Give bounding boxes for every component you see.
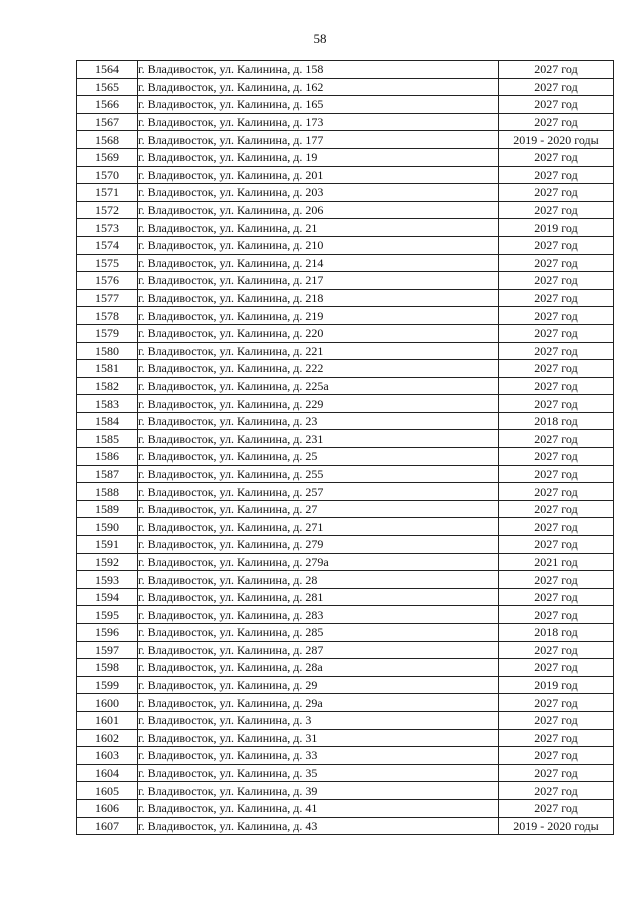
period-cell: 2027 год [499, 360, 614, 378]
row-number-cell: 1566 [77, 96, 138, 114]
period-cell: 2027 год [499, 377, 614, 395]
row-number-cell: 1575 [77, 254, 138, 272]
address-cell: г. Владивосток, ул. Калинина, д. 162 [138, 78, 499, 96]
period-cell: 2027 год [499, 799, 614, 817]
address-cell: г. Владивосток, ул. Калинина, д. 41 [138, 799, 499, 817]
period-cell: 2021 год [499, 553, 614, 571]
address-cell: г. Владивосток, ул. Калинина, д. 28а [138, 659, 499, 677]
period-cell: 2027 год [499, 342, 614, 360]
address-cell: г. Владивосток, ул. Калинина, д. 210 [138, 236, 499, 254]
address-cell: г. Владивосток, ул. Калинина, д. 255 [138, 465, 499, 483]
period-cell: 2027 год [499, 536, 614, 554]
row-number-cell: 1587 [77, 465, 138, 483]
address-cell: г. Владивосток, ул. Калинина, д. 158 [138, 61, 499, 79]
address-cell: г. Владивосток, ул. Калинина, д. 25 [138, 448, 499, 466]
period-cell: 2027 год [499, 729, 614, 747]
table-row [77, 78, 614, 96]
table-row [77, 448, 614, 466]
period-cell: 2027 год [499, 166, 614, 184]
address-cell: г. Владивосток, ул. Калинина, д. 43 [138, 817, 499, 835]
row-number-cell: 1602 [77, 729, 138, 747]
table-row [77, 201, 614, 219]
address-cell: г. Владивосток, ул. Калинина, д. 219 [138, 307, 499, 325]
row-number-cell: 1599 [77, 676, 138, 694]
period-cell: 2027 год [499, 764, 614, 782]
table-row [77, 536, 614, 554]
period-cell: 2027 год [499, 113, 614, 131]
period-cell: 2018 год [499, 412, 614, 430]
table-row [77, 166, 614, 184]
row-number-cell: 1570 [77, 166, 138, 184]
address-cell: г. Владивосток, ул. Калинина, д. 279а [138, 553, 499, 571]
address-cell: г. Владивосток, ул. Калинина, д. 217 [138, 272, 499, 290]
table-row [77, 747, 614, 765]
address-cell: г. Владивосток, ул. Калинина, д. 23 [138, 412, 499, 430]
period-cell: 2027 год [499, 500, 614, 518]
address-cell: г. Владивосток, ул. Калинина, д. 173 [138, 113, 499, 131]
period-cell: 2027 год [499, 78, 614, 96]
period-cell: 2027 год [499, 448, 614, 466]
table-row [77, 518, 614, 536]
row-number-cell: 1588 [77, 483, 138, 501]
row-number-cell: 1606 [77, 799, 138, 817]
address-cell: г. Владивосток, ул. Калинина, д. 19 [138, 148, 499, 166]
table-row [77, 553, 614, 571]
row-number-cell: 1598 [77, 659, 138, 677]
address-cell: г. Владивосток, ул. Калинина, д. 221 [138, 342, 499, 360]
address-cell: г. Владивосток, ул. Калинина, д. 283 [138, 606, 499, 624]
row-number-cell: 1582 [77, 377, 138, 395]
period-cell: 2027 год [499, 518, 614, 536]
row-number-cell: 1567 [77, 113, 138, 131]
row-number-cell: 1586 [77, 448, 138, 466]
row-number-cell: 1579 [77, 324, 138, 342]
period-cell: 2027 год [499, 395, 614, 413]
table-row [77, 430, 614, 448]
table-row [77, 272, 614, 290]
table-row [77, 96, 614, 114]
table-row [77, 606, 614, 624]
address-cell: г. Владивосток, ул. Калинина, д. 201 [138, 166, 499, 184]
table-row [77, 624, 614, 642]
address-cell: г. Владивосток, ул. Калинина, д. 214 [138, 254, 499, 272]
address-cell: г. Владивосток, ул. Калинина, д. 29 [138, 676, 499, 694]
table-row [77, 289, 614, 307]
row-number-cell: 1581 [77, 360, 138, 378]
table-row [77, 694, 614, 712]
period-cell: 2019 - 2020 годы [499, 131, 614, 149]
period-cell: 2027 год [499, 694, 614, 712]
row-number-cell: 1577 [77, 289, 138, 307]
period-cell: 2027 год [499, 324, 614, 342]
row-number-cell: 1595 [77, 606, 138, 624]
address-cell: г. Владивосток, ул. Калинина, д. 279 [138, 536, 499, 554]
table-row [77, 729, 614, 747]
table-row [77, 571, 614, 589]
page-number: 58 [313, 31, 327, 46]
address-cell: г. Владивосток, ул. Калинина, д. 177 [138, 131, 499, 149]
row-number-cell: 1600 [77, 694, 138, 712]
table-row [77, 324, 614, 342]
address-cell: г. Владивосток, ул. Калинина, д. 287 [138, 641, 499, 659]
table-row [77, 148, 614, 166]
period-cell: 2027 год [499, 711, 614, 729]
table-row [77, 799, 614, 817]
table-row [77, 219, 614, 237]
period-cell: 2027 год [499, 184, 614, 202]
table-row [77, 782, 614, 800]
row-number-cell: 1573 [77, 219, 138, 237]
address-cell: г. Владивосток, ул. Калинина, д. 231 [138, 430, 499, 448]
address-cell: г. Владивосток, ул. Калинина, д. 35 [138, 764, 499, 782]
address-cell: г. Владивосток, ул. Калинина, д. 271 [138, 518, 499, 536]
address-cell: г. Владивосток, ул. Калинина, д. 29а [138, 694, 499, 712]
row-number-cell: 1605 [77, 782, 138, 800]
row-number-cell: 1584 [77, 412, 138, 430]
period-cell: 2027 год [499, 61, 614, 79]
row-number-cell: 1571 [77, 184, 138, 202]
row-number-cell: 1576 [77, 272, 138, 290]
period-cell: 2027 год [499, 236, 614, 254]
period-cell: 2019 год [499, 676, 614, 694]
address-table [76, 60, 614, 835]
table-row [77, 676, 614, 694]
table-row [77, 377, 614, 395]
table-row [77, 483, 614, 501]
row-number-cell: 1565 [77, 78, 138, 96]
table-row [77, 465, 614, 483]
period-cell: 2019 - 2020 годы [499, 817, 614, 835]
row-number-cell: 1569 [77, 148, 138, 166]
row-number-cell: 1601 [77, 711, 138, 729]
period-cell: 2019 год [499, 219, 614, 237]
address-cell: г. Владивосток, ул. Калинина, д. 225а [138, 377, 499, 395]
table-row [77, 307, 614, 325]
row-number-cell: 1593 [77, 571, 138, 589]
row-number-cell: 1603 [77, 747, 138, 765]
period-cell: 2027 год [499, 571, 614, 589]
period-cell: 2027 год [499, 96, 614, 114]
row-number-cell: 1597 [77, 641, 138, 659]
period-cell: 2027 год [499, 148, 614, 166]
period-cell: 2018 год [499, 624, 614, 642]
period-cell: 2027 год [499, 641, 614, 659]
row-number-cell: 1607 [77, 817, 138, 835]
address-cell: г. Владивосток, ул. Калинина, д. 222 [138, 360, 499, 378]
period-cell: 2027 год [499, 430, 614, 448]
table-row [77, 588, 614, 606]
address-cell: г. Владивосток, ул. Калинина, д. 257 [138, 483, 499, 501]
row-number-cell: 1589 [77, 500, 138, 518]
period-cell: 2027 год [499, 782, 614, 800]
period-cell: 2027 год [499, 606, 614, 624]
row-number-cell: 1574 [77, 236, 138, 254]
table-row [77, 360, 614, 378]
address-cell: г. Владивосток, ул. Калинина, д. 31 [138, 729, 499, 747]
row-number-cell: 1591 [77, 536, 138, 554]
table-row [77, 131, 614, 149]
row-number-cell: 1578 [77, 307, 138, 325]
address-cell: г. Владивосток, ул. Калинина, д. 281 [138, 588, 499, 606]
address-cell: г. Владивосток, ул. Калинина, д. 39 [138, 782, 499, 800]
table-row [77, 61, 614, 79]
row-number-cell: 1590 [77, 518, 138, 536]
address-cell: г. Владивосток, ул. Калинина, д. 33 [138, 747, 499, 765]
row-number-cell: 1572 [77, 201, 138, 219]
address-cell: г. Владивосток, ул. Калинина, д. 229 [138, 395, 499, 413]
row-number-cell: 1604 [77, 764, 138, 782]
table-row [77, 342, 614, 360]
row-number-cell: 1583 [77, 395, 138, 413]
period-cell: 2027 год [499, 588, 614, 606]
table-row [77, 395, 614, 413]
address-cell: г. Владивосток, ул. Калинина, д. 3 [138, 711, 499, 729]
address-cell: г. Владивосток, ул. Калинина, д. 27 [138, 500, 499, 518]
table-row [77, 412, 614, 430]
address-cell: г. Владивосток, ул. Калинина, д. 165 [138, 96, 499, 114]
period-cell: 2027 год [499, 254, 614, 272]
address-cell: г. Владивосток, ул. Калинина, д. 285 [138, 624, 499, 642]
table-row [77, 254, 614, 272]
row-number-cell: 1585 [77, 430, 138, 448]
row-number-cell: 1568 [77, 131, 138, 149]
table-row [77, 184, 614, 202]
address-table-body [77, 61, 614, 835]
address-cell: г. Владивосток, ул. Калинина, д. 203 [138, 184, 499, 202]
table-row [77, 641, 614, 659]
period-cell: 2027 год [499, 483, 614, 501]
period-cell: 2027 год [499, 659, 614, 677]
row-number-cell: 1564 [77, 61, 138, 79]
row-number-cell: 1596 [77, 624, 138, 642]
row-number-cell: 1594 [77, 588, 138, 606]
table-row [77, 500, 614, 518]
address-cell: г. Владивосток, ул. Калинина, д. 220 [138, 324, 499, 342]
period-cell: 2027 год [499, 465, 614, 483]
row-number-cell: 1592 [77, 553, 138, 571]
table-row [77, 817, 614, 835]
address-cell: г. Владивосток, ул. Калинина, д. 28 [138, 571, 499, 589]
table-row [77, 711, 614, 729]
row-number-cell: 1580 [77, 342, 138, 360]
address-cell: г. Владивосток, ул. Калинина, д. 218 [138, 289, 499, 307]
table-row [77, 113, 614, 131]
period-cell: 2027 год [499, 747, 614, 765]
address-cell: г. Владивосток, ул. Калинина, д. 206 [138, 201, 499, 219]
table-row [77, 659, 614, 677]
period-cell: 2027 год [499, 201, 614, 219]
address-cell: г. Владивосток, ул. Калинина, д. 21 [138, 219, 499, 237]
table-row [77, 236, 614, 254]
period-cell: 2027 год [499, 307, 614, 325]
table-row [77, 764, 614, 782]
period-cell: 2027 год [499, 272, 614, 290]
period-cell: 2027 год [499, 289, 614, 307]
